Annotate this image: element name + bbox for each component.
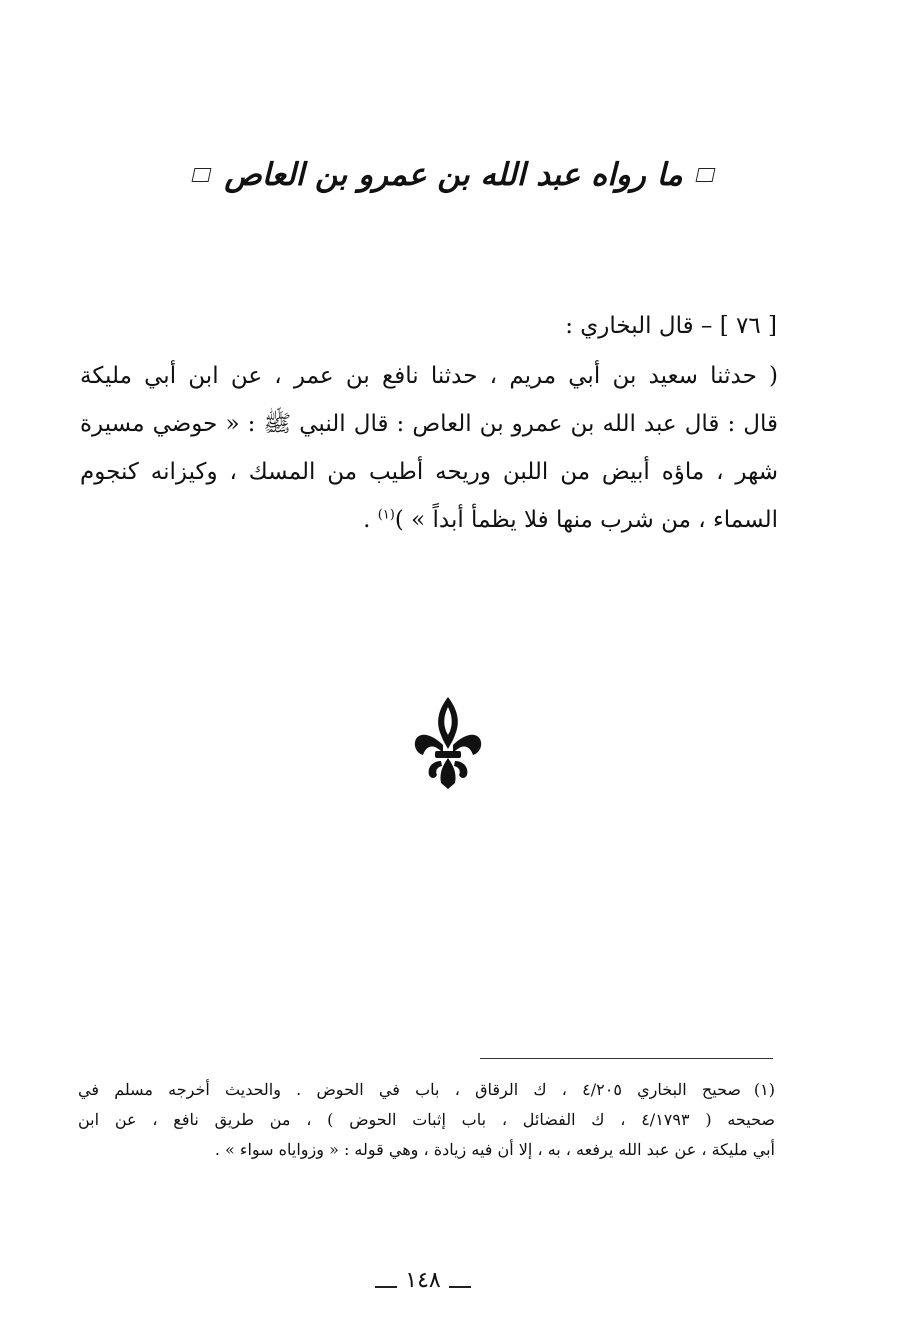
hadith-line-last — [80, 496, 778, 544]
page-number — [363, 1262, 483, 1298]
hadith-line: السماء ، من شرب منها فلا يظمأ أبداً » ) — [394, 507, 778, 533]
footnote-text: صحيح البخاري ٤/٢٠٥ ، ك الرقاق ، باب في الحوض . والحديث أخرجه مسلم في — [78, 1080, 742, 1099]
chapter-title — [120, 150, 787, 200]
hadith-heading: [ ٧٦ ] – قال البخاري : — [565, 313, 777, 339]
hadith-line: ( حدثنا سعيد بن أبي مريم ، حدثنا نافع بن عمر ، عن ابن أبي مليكة — [80, 363, 778, 389]
dash-decoration — [375, 1286, 397, 1288]
footnote-number: (١) — [753, 1080, 776, 1099]
footnote-line — [78, 1075, 775, 1105]
square-bullet-icon — [695, 168, 715, 182]
dash-decoration — [449, 1286, 471, 1288]
chapter-title-text: ما رواه عبد الله بن عمرو بن العاص — [224, 157, 683, 193]
footnotes — [78, 1075, 775, 1165]
hadith-text — [80, 352, 778, 544]
end-mark: . — [363, 507, 371, 533]
fleur-de-lis-icon — [413, 695, 483, 791]
hadith-line: قال : قال عبد الله بن عمرو بن العاص : قال النبي ﷺ : « حوضي مسيرة — [80, 411, 778, 437]
footnote-line: صحيحه ( ٤/١٧٩٣ ، ك الفضائل ، باب إثبات الحوض ) ، من طريق نافع ، عن ابن — [78, 1110, 776, 1129]
footnote-reference[interactable]: (١) — [377, 507, 395, 523]
footnote-line: أبي مليكة ، عن عبد الله يرفعه ، به ، إلا أن فيه زيادة ، وهي قوله : « وزواياه سواء » . — [214, 1140, 775, 1159]
square-bullet-icon — [192, 168, 212, 182]
footnote-separator — [480, 1058, 773, 1059]
page-number-text: ١٤٨ — [405, 1267, 441, 1293]
hadith-line: شهر ، ماؤه أبيض من اللبن وريحه أطيب من المسك ، وكيزانه كنجوم — [80, 459, 778, 485]
